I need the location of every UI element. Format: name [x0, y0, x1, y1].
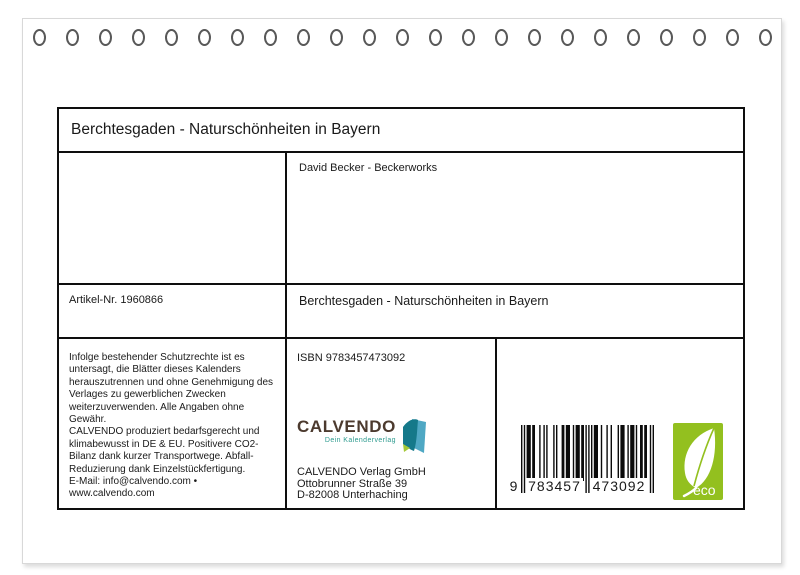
binding-hole	[66, 29, 79, 46]
eco-label: eco	[693, 482, 716, 498]
publisher-city: D-82008 Unterhaching	[297, 489, 408, 502]
binding-hole	[132, 29, 145, 46]
calvendo-tagline: Dein Kalenderverlag	[324, 437, 396, 444]
binding-hole	[33, 29, 46, 46]
binding-hole	[396, 29, 409, 46]
binding-hole	[462, 29, 475, 46]
barcode-digits-left: 783457	[526, 478, 583, 494]
binding-hole	[297, 29, 310, 46]
binding-hole	[330, 29, 343, 46]
article-number-cell	[59, 285, 287, 339]
info-table	[57, 107, 745, 510]
isbn-text: ISBN 9783457473092	[297, 352, 406, 364]
binding-hole	[264, 29, 277, 46]
ean-barcode	[509, 425, 654, 495]
binding-hole	[363, 29, 376, 46]
binding-hole	[528, 29, 541, 46]
calvendo-page-icon	[401, 418, 427, 459]
binding-hole	[627, 29, 640, 46]
binding-hole	[561, 29, 574, 46]
publisher-address	[297, 467, 426, 502]
binding-hole	[726, 29, 739, 46]
barcode-digit-first: 9	[509, 478, 519, 494]
binding-hole	[231, 29, 244, 46]
binding-hole	[99, 29, 112, 46]
legal-paragraph-eco: CALVENDO produziert bedarfsgerecht und klimabewusst in DE & EU. Positivere CO2-Bilanz dank kurzer Transportwege. Abfall-Reduzierung dank Einzelstückfertigung.	[69, 426, 260, 475]
product-title: Berchtesgaden - Naturschönheiten in Bayern	[299, 294, 549, 308]
author-cell	[287, 153, 743, 285]
legal-paragraph-rights: Infolge bestehender Schutzrechte ist es untersagt, die Blätter dieses Kalenders herauszutrennen und ohne Genehmigung des Verlages zu gewerblichen Zwecken weiterzuverwenden. Alle Angaben ohne Gewähr.	[69, 352, 274, 426]
article-number: Artikel-Nr. 1960866	[69, 294, 164, 306]
publisher-street: Ottobrunner Straße 39	[297, 477, 408, 490]
calendar-title: Berchtesgaden - Naturschönheiten in Bayern	[71, 121, 381, 138]
barcode-digits-right: 473092	[590, 478, 648, 494]
legal-text-cell	[59, 339, 287, 508]
legal-paragraph-contact: E-Mail: info@calvendo.com • www.calvendo.com	[69, 476, 198, 500]
barcode-cell	[497, 339, 743, 508]
empty-cell	[59, 153, 287, 285]
publisher-name: CALVENDO Verlag GmbH	[297, 466, 426, 478]
binding-hole	[165, 29, 178, 46]
calvendo-logo	[297, 418, 427, 459]
product-title-cell	[287, 285, 743, 339]
binding-hole	[759, 29, 772, 46]
binding-hole	[660, 29, 673, 46]
title-cell	[59, 109, 743, 153]
binding-hole	[594, 29, 607, 46]
calendar-back-cover	[22, 18, 782, 564]
author-name: David Becker - Beckerworks	[299, 162, 438, 174]
binding-hole	[693, 29, 706, 46]
calvendo-wordmark: CALVENDO	[297, 417, 396, 436]
binding-hole	[198, 29, 211, 46]
publisher-cell	[287, 339, 497, 508]
calvendo-logo-text	[297, 418, 396, 444]
binding-hole	[495, 29, 508, 46]
eco-badge	[673, 423, 723, 500]
binding-hole	[429, 29, 442, 46]
